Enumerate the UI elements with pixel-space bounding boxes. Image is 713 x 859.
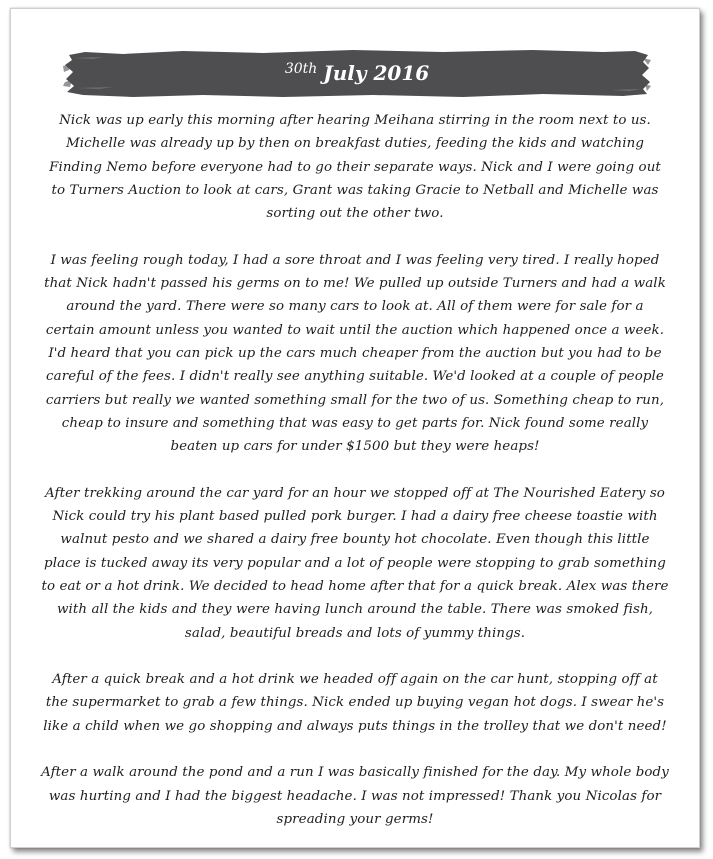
journal-page	[10, 8, 700, 848]
paragraph: Nick was up early this morning after hearing Meihana stirring in the room next to us. Michelle was already up by then on breakfast duties, feeding the kids and watching Finding Nemo before everyone had to go their separate ways. Nick and I were going out to Turners Auction to look at cars, Grant was taking Gracie to Netball and Michelle was sorting out the other two.	[49, 113, 661, 222]
paragraph: After a quick break and a hot drink we headed off again on the car hunt, stopping off at the supermarket to grab a few things. Nick ended up buying vegan hot dogs. I swear he's like a child when we go shopping and always puts things in the trolley that we don't need!	[43, 672, 667, 734]
paragraph: After a walk around the pond and a run I was basically finished for the day. My whole body was hurting and I had the biggest headache. I was not impressed! Thank you Nicolas for spreading your germs!	[41, 765, 669, 827]
entry-body	[41, 109, 669, 831]
date-day: 30th	[284, 61, 318, 77]
date-month-year: July 2016	[323, 61, 430, 85]
date-banner	[63, 46, 651, 100]
paragraph: After trekking around the car yard for an hour we stopped off at The Nourished Eatery so Nick could try his plant based pulled pork burger. I had a dairy free cheese toastie with walnut pesto and we shared a dairy free bounty hot chocolate. Even though this little place is tucked away its very popular and a lot of people were stopping to grab something to eat or a hot drink. We decided to head home after that for a quick break. Alex was there with all the kids and they were having lunch around the table. There was smoked fish, salad, beautiful breads and lots of yummy things.	[41, 485, 669, 641]
paragraph: I was feeling rough today, I had a sore throat and I was feeling very tired. I really hoped that Nick hadn't passed his germs on to me! We pulled up outside Turners and had a walk around the yard. There were so many cars to look at. All of them were for sale for a certain amount unless you wanted to wait until the auction which happened once a week. I'd heard that you can pick up the cars much cheaper from the auction but you had to be careful of the fees. I didn't really see anything suitable. We'd looked at a couple of people carriers but really we wanted something small for the two of us. Something cheap to run, cheap to insure and something that was easy to get parts for. Nick found some really beaten up cars for under $1500 but they were heaps!	[44, 252, 666, 455]
entry-date	[63, 46, 651, 100]
